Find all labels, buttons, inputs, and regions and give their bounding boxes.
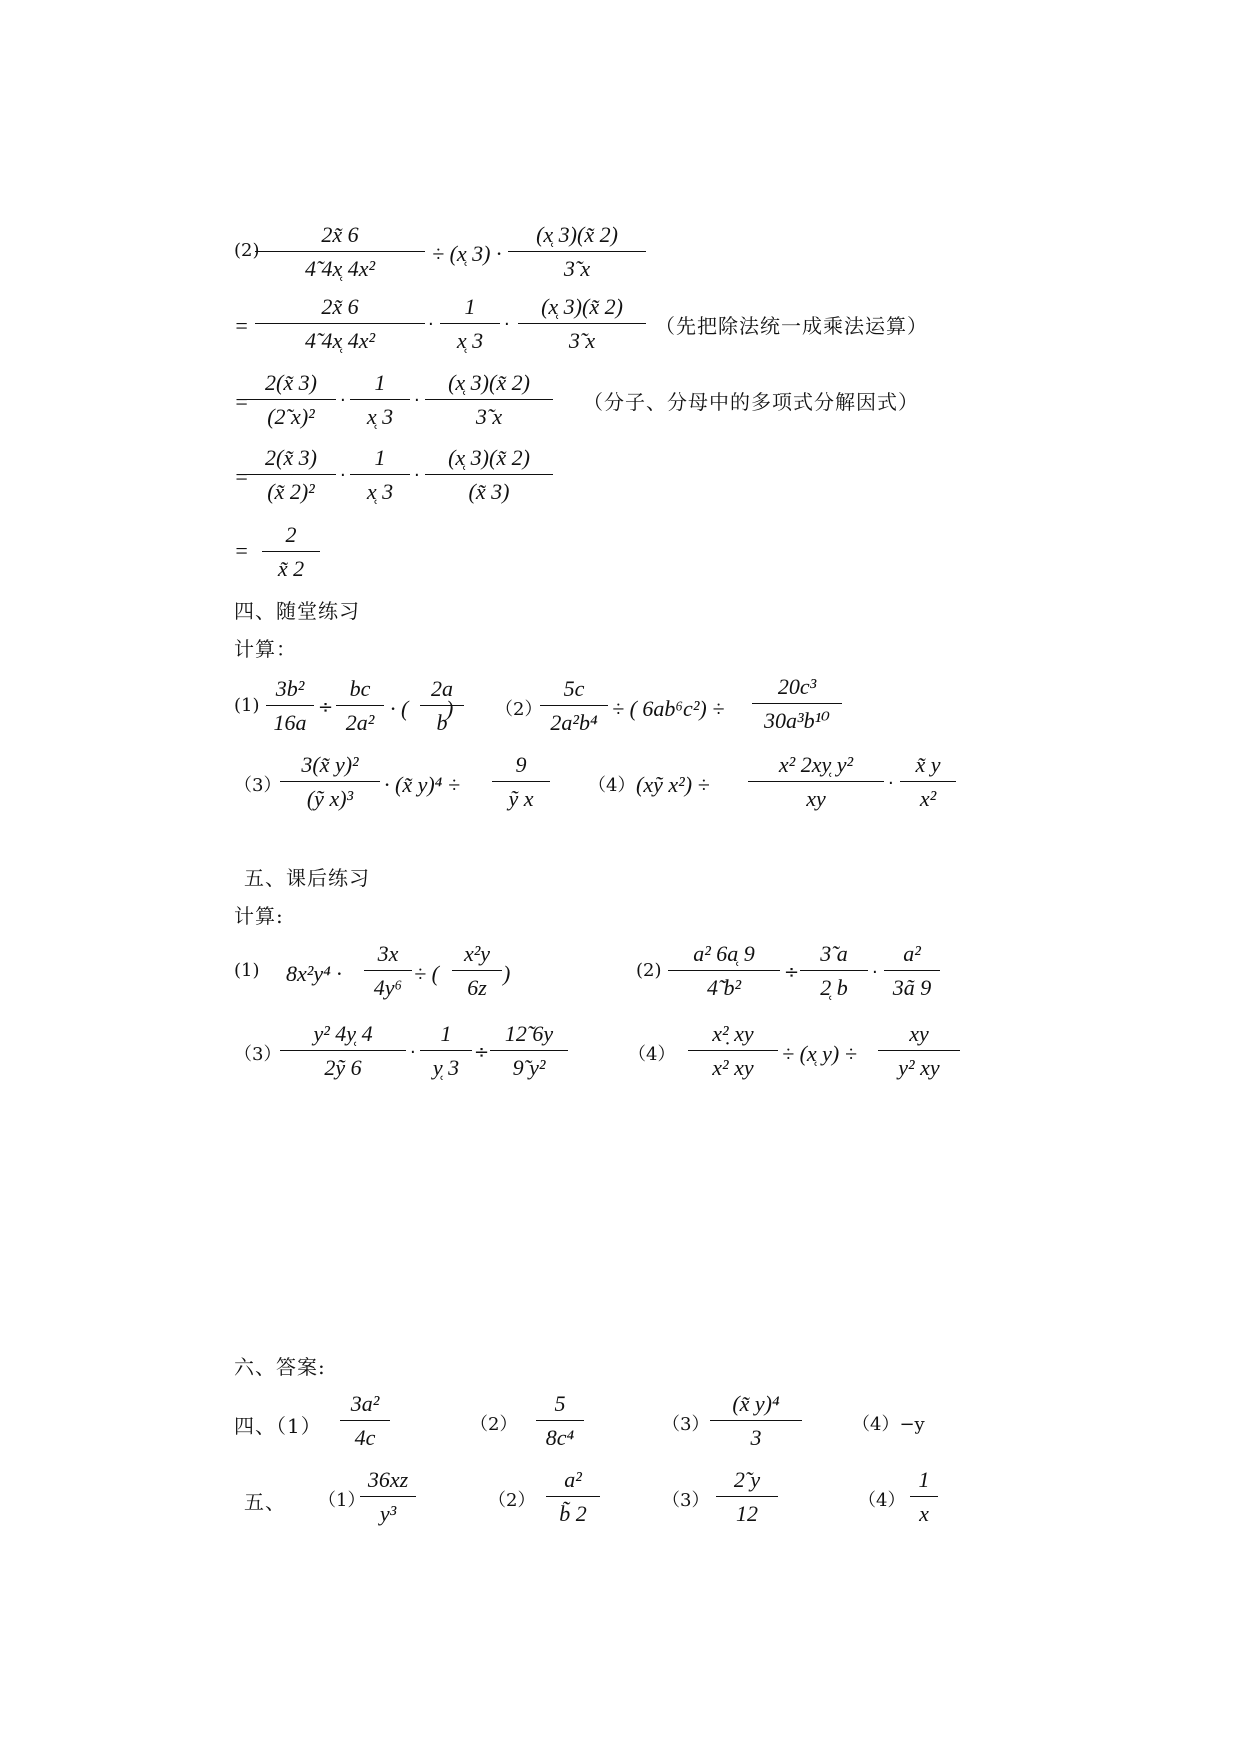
fraction: (x̜ 3)(x̃ 2) (x̃ 3): [425, 445, 553, 505]
expression: (xỹ x²) ÷: [636, 772, 710, 797]
fraction: 2x̃ 6 4̃ 4x̜ 4x²: [255, 222, 425, 282]
fraction: a² b̃ 2: [546, 1467, 600, 1527]
dot-operator: ·: [414, 390, 420, 411]
dot-operator: ·: [340, 465, 346, 486]
section-heading: 四、随堂练习: [234, 599, 360, 623]
fraction: x² 2xy̜ y² xy: [748, 752, 884, 812]
answer-row-label: 四、（1）: [234, 1414, 322, 1438]
problem-label: (2): [636, 960, 662, 981]
expression: 8x²y⁴ ·: [286, 961, 342, 986]
fraction: 3b² 16a: [266, 676, 314, 736]
dot-operator: ·: [872, 962, 878, 983]
fraction: 1 y̜ 3: [420, 1021, 472, 1081]
fraction: 3x 4y⁶: [364, 941, 412, 1001]
fraction: 2(x̃ 3) (2̃ x)²: [246, 370, 336, 430]
fraction: bc 2a²: [336, 676, 384, 736]
equals-sign: =: [234, 464, 249, 489]
fraction: (x̜ 3)(x̃ 2) 3̃ x: [508, 222, 646, 282]
dot-operator: ·: [504, 314, 510, 335]
divide-operator: ÷: [784, 962, 800, 983]
expression: · (x̃ y)⁴ ÷: [384, 772, 460, 797]
dot-operator: ·: [888, 773, 894, 794]
problem-label: （2）: [495, 699, 543, 720]
example-label: (2): [234, 240, 260, 261]
fraction: 2(x̃ 3) (x̃ 2)²: [246, 445, 336, 505]
divide-operator: ÷: [474, 1042, 490, 1063]
expression: ÷ (: [414, 961, 439, 986]
fraction: 2x̃ 6 4̃ 4x̜ 4x²: [255, 294, 425, 354]
expression: · (: [390, 696, 409, 721]
fraction: 2̃ y 12: [716, 1467, 778, 1527]
fraction: a² 3ã 9: [884, 941, 940, 1001]
expression: ): [446, 696, 454, 721]
problem-label: （3）: [234, 1044, 282, 1065]
dot-operator: ·: [410, 1042, 416, 1063]
fraction: x̃ y x²: [900, 752, 956, 812]
fraction: 12̃ 6y 9̃ y²: [490, 1021, 568, 1081]
annotation-note: （先把除法统一成乘法运算）: [655, 314, 928, 338]
fraction: x²̣ xy x² xy: [688, 1021, 778, 1081]
equals-sign: =: [234, 313, 249, 338]
answer-row-label: 五、: [244, 1490, 286, 1514]
problem-label: （3）: [234, 775, 282, 796]
fraction: 5 8c⁴: [536, 1391, 584, 1451]
problem-label: (1): [234, 695, 260, 716]
answer-label: （3）: [662, 1490, 710, 1511]
divide-operator: ÷: [318, 697, 334, 718]
expression: ÷ (x̜ y) ÷: [782, 1041, 857, 1066]
problem-label: （4）: [588, 775, 636, 796]
expression: ): [503, 961, 511, 986]
annotation-note: （分子、分母中的多项式分解因式）: [583, 390, 919, 414]
equals-sign: =: [234, 538, 249, 563]
fraction: 3̃ a 2̜ b: [800, 941, 868, 1001]
fraction: xy y² xy: [878, 1021, 960, 1081]
fraction: (x̃ y)⁴ 3: [710, 1391, 802, 1451]
fraction: (x̜ 3)(x̃ 2) 3̃ x: [518, 294, 646, 354]
fraction: 1 x̜ 3: [440, 294, 500, 354]
fraction: 2 x̃ 2: [262, 522, 320, 582]
fraction: 3a² 4c: [340, 1391, 390, 1451]
section-heading: 五、课后练习: [244, 866, 370, 890]
fraction: 3(x̃ y)² (ỹ x)³: [280, 752, 380, 812]
fraction: 2a b: [420, 676, 464, 736]
answer-label: （1）: [318, 1490, 366, 1511]
fraction: 5c 2a²b⁴: [540, 676, 608, 736]
dot-operator: ·: [414, 465, 420, 486]
answer-label: （2）: [488, 1490, 536, 1511]
fraction: 20c³ 30a³b¹⁰: [752, 674, 842, 734]
instruction-text: 计算:: [234, 904, 284, 928]
problem-label: （4）: [628, 1044, 676, 1065]
fraction: 36xz y³: [360, 1467, 416, 1527]
answer-label: （4）: [858, 1490, 906, 1511]
fraction: (x̜ 3)(x̃ 2) 3̃ x: [425, 370, 553, 430]
fraction: 1 x̜ 3: [350, 445, 410, 505]
equals-sign: =: [234, 389, 249, 414]
fraction: y² 4y̜ 4 2ỹ 6: [280, 1021, 406, 1081]
answer-label: （2）: [470, 1414, 518, 1435]
problem-label: (1): [234, 960, 260, 981]
answer-label: （3）: [662, 1414, 710, 1435]
dot-operator: ·: [428, 314, 434, 335]
fraction: a² 6a̜ 9 4̃ b²: [668, 941, 780, 1001]
answer-label: （4）−y: [852, 1414, 925, 1435]
expression: ÷ ( 6ab⁶c²) ÷: [612, 696, 725, 721]
fraction: 1 x̜ 3: [350, 370, 410, 430]
fraction: 9 ỹ x: [492, 752, 550, 812]
fraction: 1 x: [910, 1467, 938, 1527]
section-heading: 六、答案:: [234, 1355, 326, 1379]
expression: ÷ (x̜ 3) ·: [432, 241, 502, 266]
fraction: x²y 6z: [452, 941, 502, 1001]
dot-operator: ·: [340, 390, 346, 411]
instruction-text: 计算：: [234, 637, 297, 661]
